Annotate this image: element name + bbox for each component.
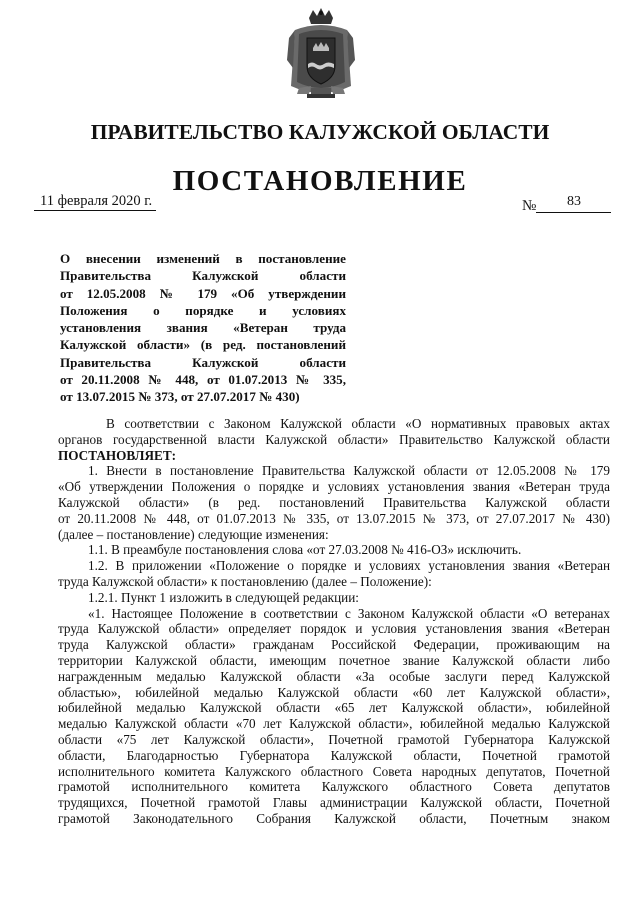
decree-date: 11 февраля 2020 г. <box>40 193 153 209</box>
body-line: награжденным медалью Калужской области «За особые заслуги перед Калужской <box>58 668 610 684</box>
heading-line: от 12.05.2008 № 179 «Об утверждении <box>60 285 346 301</box>
body-line: областью», юбилейной медалью Калужской области «60 лет Калужской области», <box>58 684 610 700</box>
heading-line: О внесении изменений в постановление <box>60 251 346 266</box>
body-line: 1.1. В преамбуле постановления слова «от 27.03.2008 № 416-ОЗ» исключить. <box>88 542 522 558</box>
body-line: грамотой Законодательного Собрания Калужской области, Почетным знаком <box>58 810 610 826</box>
number-underline <box>536 212 611 213</box>
body-line: территории Калужской области, имеющим почетное звание Калужской области либо <box>58 652 610 668</box>
doc-type-title: ПОСТАНОВЛЕНИЕ <box>172 165 468 197</box>
body-line: труда Калужской области» гражданам Российской Федерации, проживающим на <box>58 637 610 653</box>
body-line: медалью Калужской области «70 лет Калужской области», юбилейной медалью Калужской <box>58 716 610 732</box>
body-line: 1.2.1. Пункт 1 изложить в следующей редакции: <box>88 589 359 605</box>
heading-line: установления звания «Ветеран труда <box>60 320 346 336</box>
body-line: области «75 лет Калужской области», Почетной грамотой Губернатора Калужской <box>58 731 610 747</box>
resolves-label: ПОСТАНОВЛЯЕТ: <box>58 447 177 463</box>
body-line: трудящихся, Почетной грамотой Главы администрации Калужской области, Почетной <box>58 795 610 811</box>
body-line: 1.2. В приложении «Положение о порядке и условиях установления звания «Ветеран <box>88 558 610 574</box>
heading-line: Положения о порядке и условиях <box>60 302 346 318</box>
body-line: В соответствии с Законом Калужской области «О нормативных правовых актах <box>106 416 610 431</box>
kaluga-coat-of-arms-icon <box>285 8 357 100</box>
heading-line: от 13.07.2015 № 373, от 27.07.2017 № 430) <box>60 389 300 405</box>
body-line: «1. Настоящее Положение в соответствии с Законом Калужской области «О ветеранах <box>88 605 610 621</box>
body-line: (далее – постановление) следующие изменения: <box>58 526 329 542</box>
decree-number: 83 <box>567 194 581 209</box>
decree-body <box>58 416 610 827</box>
heading-line: Правительства Калужской области <box>60 354 346 370</box>
heading-line: от 20.11.2008 № 448, от 01.07.2013 № 335, <box>60 372 346 388</box>
date-underline <box>34 210 156 211</box>
body-line: органов государственной власти Калужской области» Правительство Калужской области <box>58 431 610 447</box>
body-line: труда Калужской области» к постановлению (далее – Положение): <box>58 573 432 589</box>
body-line: Калужской области» (в ред. постановлений Правительства Калужской области <box>58 494 610 510</box>
heading-line: Калужской области» (в ред. постановлений <box>60 337 346 353</box>
body-line: труда Калужской области» определяет порядок и условия установления звания «Ветеран <box>58 621 610 637</box>
body-line: грамотой исполнительного комитета Калужского областного Совета депутатов <box>58 779 610 795</box>
decree-heading <box>60 250 346 406</box>
body-line: юбилейной медалью Калужской области «65 лет Калужской области», юбилейной <box>58 700 610 716</box>
heading-line: Правительства Калужской области <box>60 268 346 284</box>
body-line: 1. Внести в постановление Правительства Калужской области от 12.05.2008 № 179 <box>88 463 610 479</box>
body-line: «Об утверждении Положения о порядке и условиях установления звания «Ветеран труда <box>58 479 610 495</box>
body-line: области, Благодарностью Губернатора Калужской области, Почетной грамотой <box>58 747 610 763</box>
body-line: исполнительного комитета Калужского областного Совета народных депутатов, Почетной <box>58 763 610 779</box>
number-label: № <box>522 198 537 214</box>
org-title: ПРАВИТЕЛЬСТВО КАЛУЖСКОЙ ОБЛАСТИ <box>90 120 550 144</box>
body-line: от 20.11.2008 № 448, от 01.07.2013 № 335, от 13.07.2015 № 373, от 27.07.2017 № 430) <box>58 510 610 526</box>
